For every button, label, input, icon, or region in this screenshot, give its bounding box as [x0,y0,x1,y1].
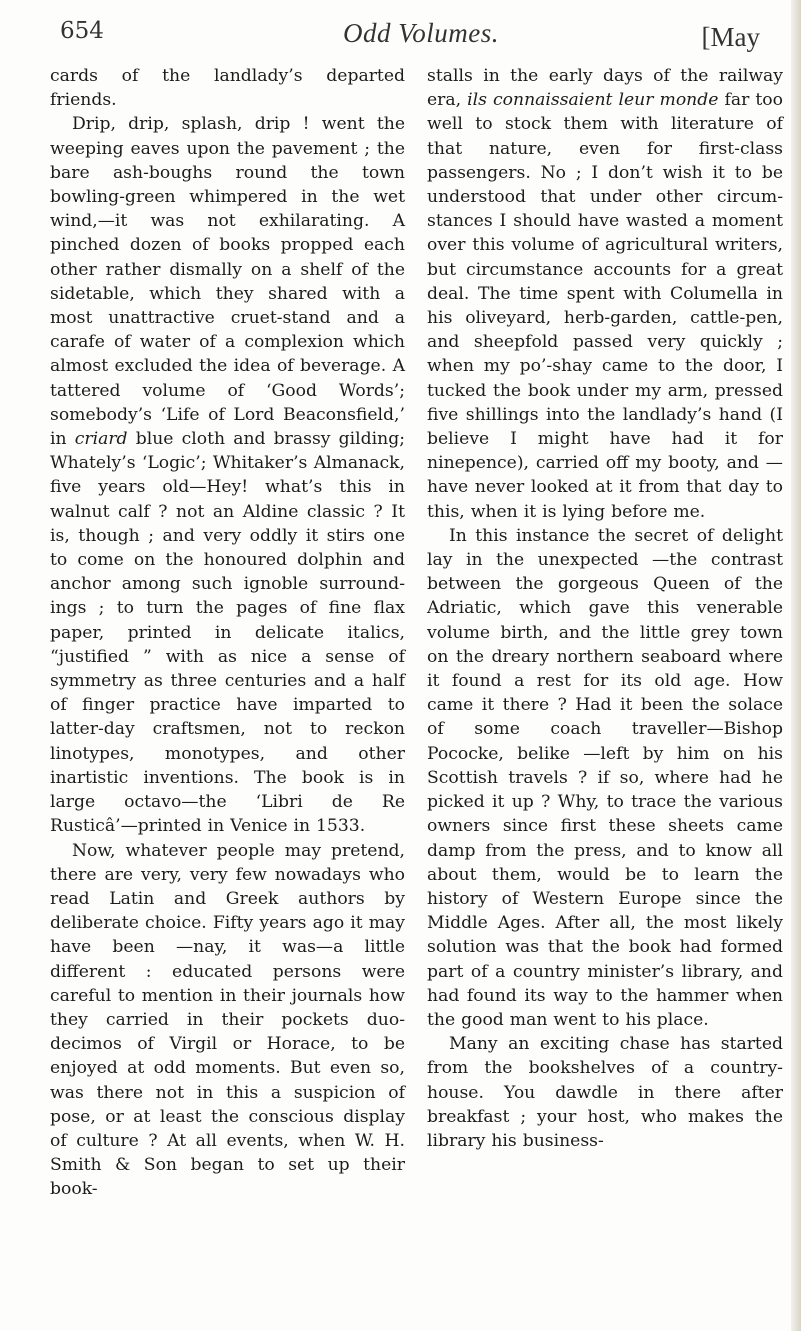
paragraph [427,64,783,524]
text-run: far too well to stock them with literature of that nature, even for first-class passengers. No ; I don’t wish it to be understood that under other circumstances I should have wasted a moment over this volume of agricultural writers, but circumstance accounts for a great deal. The time spent with Columella in his oliveyard, herb-garden, cattle-pen, and sheepfold passed very quickly ; when my po’-shay came to the door, I tucked the book under my arm, pressed five shillings into the landlady’s hand (I believe I might have had it for ninepence), carried off my booty, and — have never looked at it from that day to this, when it is lying before me. [427,90,784,522]
text-run: cards of the landlady’s departed friends. [50,66,405,111]
right-text-column [427,64,783,1153]
text-run: blue cloth and brassy gilding; Whately’s ‘Logic’; Whitaker’s Almanack, five years old—Hey! what’s this in walnut calf ? not an Aldine classic ? It is, though ; and very oddly it stirs one to come on the honoured dolphin and anchor among such ignoble surroundings ; to turn the pages of fine flax paper, printed in delicate italics, “justified ” with as nice a sense of symmetry as three centuries and a half of finger practice have imparted to latter-day craftsmen, not to reckon linotypes, monotypes, and other inartistic inventions. The book is in large octavo—the ‘Libri de Re Rusticâ’—printed in Venice in 1533. [50,429,406,837]
text-run: Many an exciting chase has started from the bookshelves of a country-house. You dawdle in there after breakfast ; your host, who makes the library his business- [427,1034,783,1151]
italic-text: ils connaissaient leur monde [467,90,719,111]
page-edge-shadow [791,0,801,1331]
paragraph [427,524,783,1032]
paragraph [50,64,405,112]
page-number: 654 [60,18,104,44]
paragraph [50,839,405,1202]
text-run: stalls in the early days of the railway era, [427,66,783,111]
text-run: In this instance the secret of delight lay in the unexpected —the contrast between the gorgeous Queen of the Adriatic, which gave this venerable volume birth, and the little grey town on the dreary northern seaboard where it found a rest for its old age. How came it there ? Had it been the solace of some coach traveller—Bishop Pococke, belike —left by him on his Scottish travels ? if so, where had he picked it up ? Why, to trace the various owners since first these sheets came damp from the press, and to know all about them, would be to learn the history of Western Europe since the Middle Ages. After all, the most likely solution was that the book had formed part of a country minister’s library, and had found its way to the hammer when the good man went to his place. [427,525,783,1030]
left-text-column [50,64,405,1202]
paragraph [50,112,405,838]
text-run: Now, whatever people may pretend, there are very, very few nowadays who read Latin and Greek authors by deliberate choice. Fifty years ago it may have been —nay, it was—a little different : educated persons were careful to mention in their journals how they carried in their pockets duodecimos of Virgil or Horace, to be enjoyed at odd moments. But even so, was there not in this a suspicion of pose, or at least the conscious display of culture ? At all events, when W. H. Smith & Son began to set up their book- [50,840,405,1200]
paragraph [427,1032,783,1153]
running-month: [May [701,22,760,52]
text-run: Drip, drip, splash, drip ! went the weeping eaves upon the pavement ; the bare ash-boughs round the town bowling-green whimpered in the wet wind,—it was not exhilarating. A pinched dozen of books propped each other rather dismally on a shelf of the sidetable, which they shared with a most unattractive cruet-stand and a carafe of water of a complexion which almost excluded the idea of beverage. A tattered volume of ‘Good Words’; somebody’s ‘Life of Lord Beaconsfield,’ in [50,114,405,450]
running-head [60,8,782,58]
italic-text: criard [74,429,128,450]
running-title: Odd Volumes. [343,18,499,48]
